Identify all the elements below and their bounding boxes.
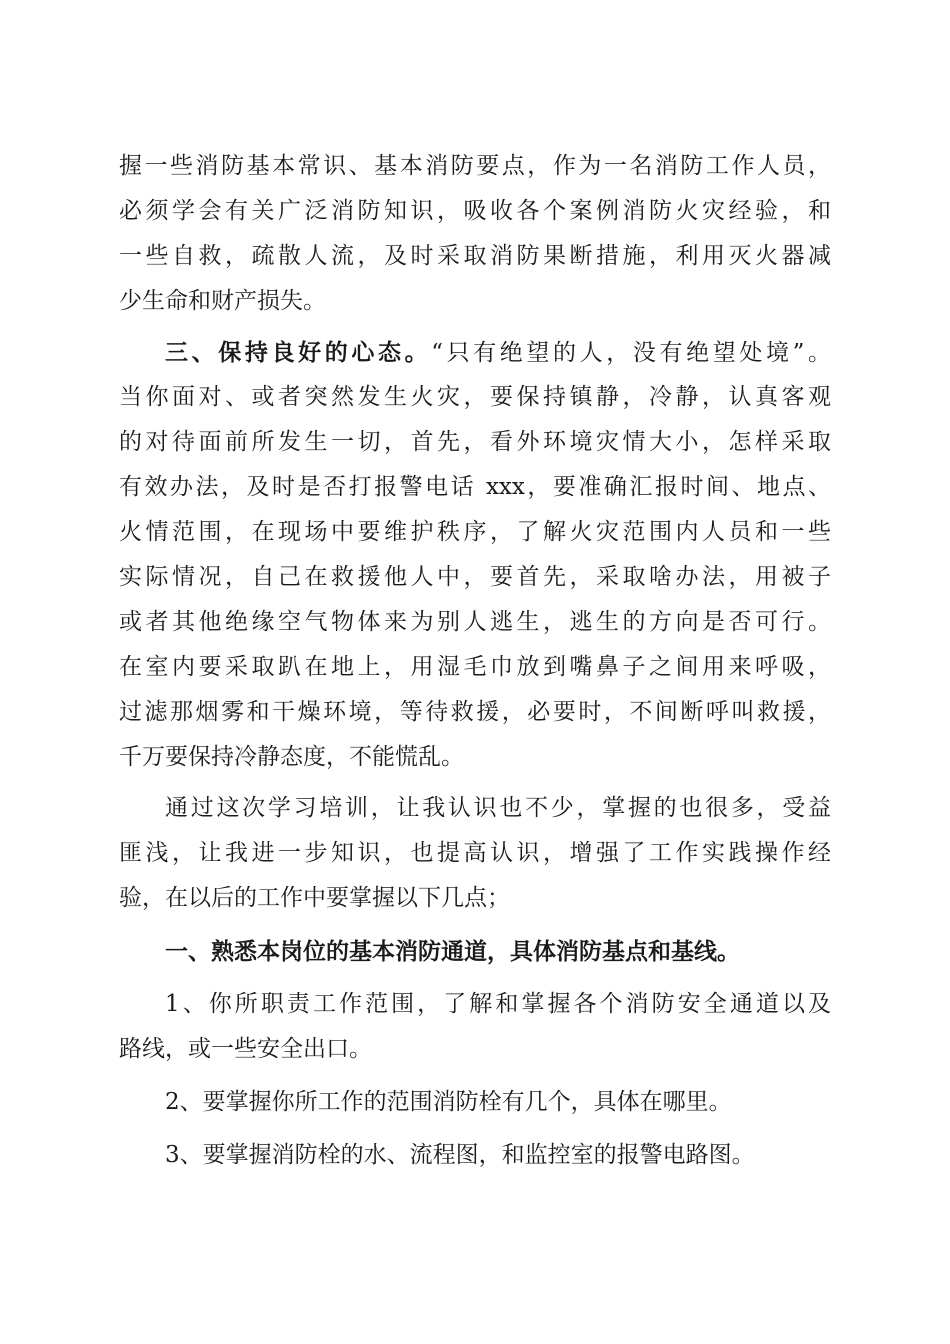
text-line: 当你面对、或者突然发生火灾，要保持镇静，冷静，认真客观 [119,384,831,410]
text-line: 少生命和财产损失。 [119,288,326,314]
point-one-paragraph [119,929,831,974]
continuation-paragraph [119,144,831,324]
item-3-paragraph [119,1133,831,1178]
text-line: 过滤那烟雾和干燥环境，等待救援，必要时，不间断呼叫救援， [119,699,831,725]
text-line: 1、你所职责工作范围，了解和掌握各个消防安全通道以及 [165,991,831,1017]
text-line: 的对待面前所发生一切，首先，看外环境灾情大小，怎样采取 [119,429,831,455]
text-line: 2、要掌握你所工作的范围消防栓有几个，具体在哪里。 [165,1089,732,1115]
point-one-heading: 一、熟悉本岗位的基本消防通道，具体消防基点和基线。 [165,938,740,965]
text-line: 有效办法，及时是否打报警电话 xxx，要准确汇报时间、地点、 [119,474,831,500]
section-three-paragraph [119,330,831,780]
section-three-first-line [119,330,831,375]
document-body [119,144,831,1178]
text-line: 匪浅，让我进一步知识，也提高认识，增强了工作实践操作经 [119,840,831,866]
text-line: 通过这次学习培训，让我认识也不少，掌握的也很多，受益 [165,795,831,821]
section-three-heading: 三、保持良好的心态。 [165,339,432,366]
text-line: 验，在以后的工作中要掌握以下几点； [119,885,510,911]
text-line: 火情范围，在现场中要维护秩序，了解火灾范围内人员和一些 [119,519,831,545]
text-line: 实际情况，自己在救援他人中，要首先，采取啥办法，用被子 [119,564,831,590]
text-line: 在室内要采取趴在地上，用湿毛巾放到嘴鼻子之间用来呼吸， [119,654,831,680]
text-line: 必须学会有关广泛消防知识，吸收各个案例消防火灾经验，和 [119,198,831,224]
text-line: 或者其他绝缘空气物体来为别人逃生，逃生的方向是否可行。 [119,609,831,635]
section-three-quote: “只有绝望的人，没有绝望处境”。 [431,340,831,366]
text-line: 握一些消防基本常识、基本消防要点，作为一名消防工作人员， [119,153,831,179]
text-line: 一些自救，疏散人流，及时采取消防果断措施，利用灭火器减 [119,243,831,269]
item-1-paragraph [119,982,831,1072]
text-line: 千万要保持冷静态度，不能慌乱。 [119,744,464,770]
summary-paragraph [119,786,831,921]
text-line: 路线，或一些安全出口。 [119,1036,372,1062]
text-line: 3、要掌握消防栓的水、流程图，和监控室的报警电路图。 [165,1142,755,1168]
item-2-paragraph [119,1080,831,1125]
